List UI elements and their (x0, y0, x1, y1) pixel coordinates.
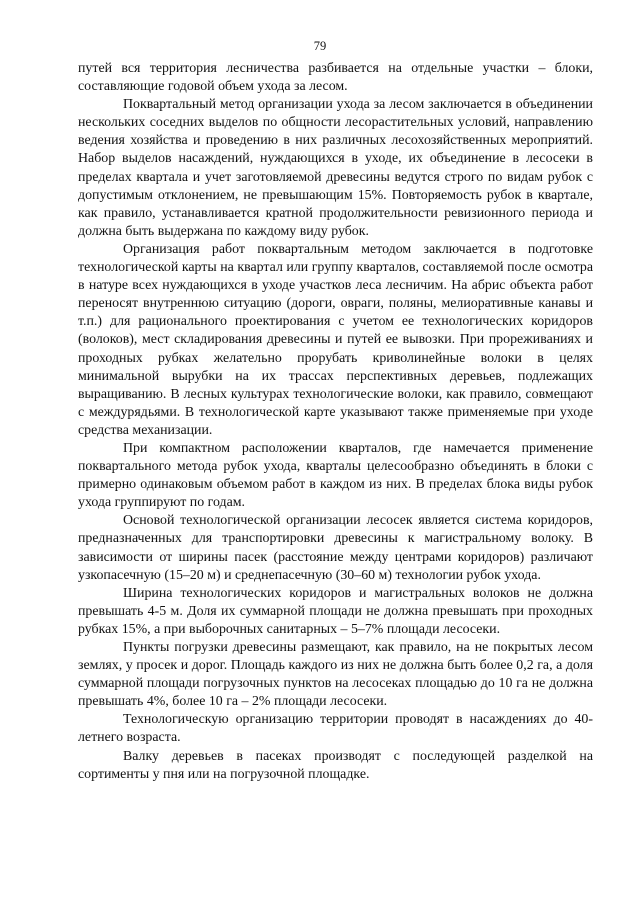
paragraph: Пункты погрузки древесины размещают, как правило, на не покрытых лесом землях, у просек и дорог. Площадь каждого из них не должна быть более 0,2 га, а доля суммарной площади погрузочных пунктов на лесосеках площадью до 10 га не должна превышать 4%, более 10 га – 2% площади лесосеки. (78, 640, 593, 710)
page-number: 79 (313, 39, 327, 53)
paragraph: Основой технологической организации лесосек является система коридоров, предназначенных для транспортировки древесины к магистральному волоку. В зависимости от ширины пасек (расстояние между центрами коридоров) различают узкопасечную (15–20 м) и среднепасечную (30–60 м) технологии рубок ухода. (78, 513, 593, 583)
paragraph: Валку деревьев в пасеках производят с последующей разделкой на сортименты у пня или на погрузочной площадке. (78, 748, 593, 782)
paragraph: Поквартальный метод организации ухода за лесом заключается в объединении нескольких соседних выделов по общности лесорастительных условий, направлению ведения хозяйства и проведению в них различных лесохозяйственных мероприятий. Набор выделов насаждений, нуждающихся в уходе, их объединение в лесосеки в пределах квартала и учет заготовляемой древесины ведутся строго по видам рубок с допустимым отклонением, не превышающим 15%. Повторяемость рубок в квартале, как правило, устанавливается кратной продолжительности ревизионного периода и должна быть выдержана по каждому виду рубок. (78, 97, 593, 239)
paragraph: При компактном расположении кварталов, где намечается применение поквартального метода рубок ухода, кварталы целесообразно объединять в блоки с примерно одинаковым объемом работ в каждом из них. В пределах блока виды рубок ухода группируют по годам. (78, 440, 593, 511)
paragraph: Технологическую организацию территории проводят в насаждениях до 40-летнего возраста. (78, 712, 593, 746)
paragraph: Организация работ поквартальным методом заключается в подготовке технологической карты на квартал или группу кварталов, составляемой после осмотра в натуре всех нуждающихся в уходе участков леса лесничим. На абрис объекта работ переносят внутреннюю ситуацию (дороги, овраги, поляны, мелиоративные канавы и т.п.) для рационального проектирования с учетом ее технологических коридоров (волоков), мест складирования древесины и путей ее вывозки. При прореживаниях и проходных рубках желательно прорубать криволинейные волоки в целях минимальной вырубки на их трассах перспективных деревьев, подлежащих выращиванию. В лесных культурах технологические волоки, как правило, совмещают с междурядьями. В технологической карте указывают также применяемые при уходе средства механизации. (78, 241, 593, 438)
paragraph-continued: путей вся территория лесничества разбивается на отдельные участки – блоки, составляющие годовой объем ухода за лесом. (78, 61, 593, 95)
body-text (78, 60, 593, 784)
paragraph: Ширина технологических коридоров и магистральных волоков не должна превышать 4-5 м. Доля их суммарной площади не должна превышать при проходных рубках 15%, а при выборочных санитарных – 5–7% площади лесосеки. (78, 585, 593, 637)
